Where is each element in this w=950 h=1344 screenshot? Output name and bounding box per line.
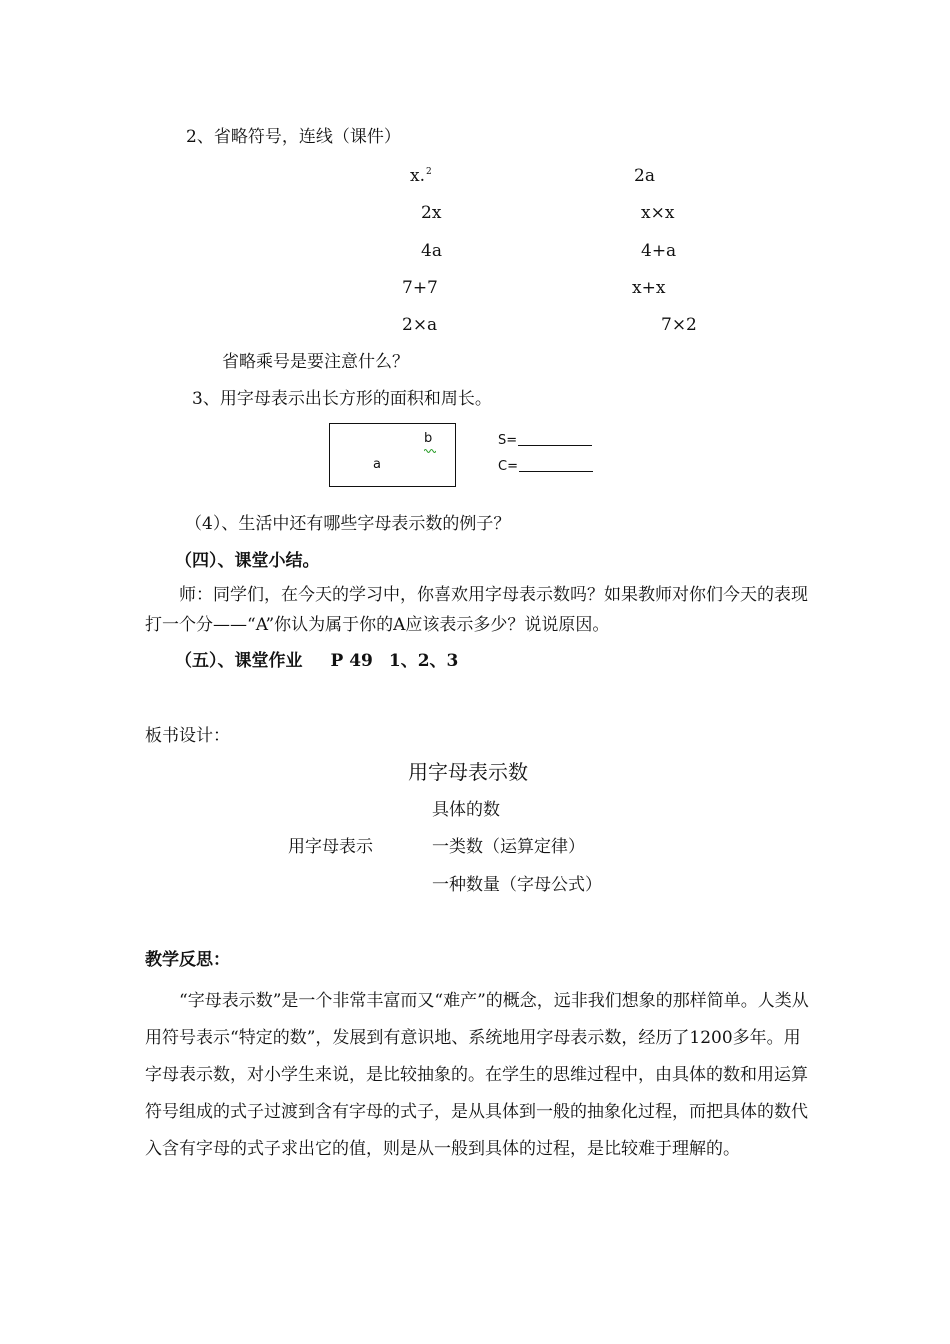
right-item-3: 4+a: [641, 241, 677, 261]
area-blank: [518, 432, 592, 446]
left-item-5: 2×a: [402, 315, 438, 335]
section4-text: （4）、生活中还有哪些字母表示数的例子？: [185, 514, 511, 534]
section3-heading: 3、用字母表示出长方形的面积和周长。: [192, 389, 492, 409]
board-branch-3: 一种数量（字母公式）: [432, 875, 602, 895]
board-branch-1: 具体的数: [432, 800, 500, 820]
board-title: 用字母表示数: [408, 760, 528, 784]
right-item-5: 7×2: [661, 315, 697, 335]
right-item-1: 2a: [634, 166, 655, 186]
section2-question: 省略乘号是要注意什么？: [222, 352, 409, 372]
left-item-1: [410, 166, 432, 186]
perimeter-formula: [498, 458, 593, 475]
perimeter-label: C=: [498, 459, 518, 474]
left-item-3: 4a: [421, 241, 442, 261]
board-branch-2: 一类数（运算定律）: [432, 837, 585, 857]
rect-label-b: b: [424, 431, 433, 446]
reflection-heading: 教学反思：: [145, 950, 230, 970]
left-item-2: 2x: [421, 203, 442, 223]
right-item-2: x×x: [641, 203, 675, 223]
reflection-paragraph: “字母表示数”是一个非常丰富而又“难产”的概念，远非我们想象的那样简单。人类从用符号表示“特定的数”，发展到有意识地、系统地用字母表示数，经历了1200多年。用字母表示数，对小学生来说，是比较抽象的。在学生的思维过程中，由具体的数和用运算符号组成的式子过渡到含有字母的式子，是从具体到一般的抽象化过程，而把具体的数代入含有字母的式子求出它的值，则是从一般到具体的过程，是比较难于理解的。: [145, 991, 809, 1159]
section2-heading: 2、省略符号，连线（课件）: [186, 127, 401, 147]
summary-heading: （四）、课堂小结。: [175, 551, 320, 571]
area-formula: [498, 432, 592, 449]
left-item-1-text: x.: [410, 166, 425, 186]
summary-paragraph: 师：同学们，在今天的学习中，你喜欢用字母表示数吗？如果教师对你们今天的表现打一个分——“A”你认为属于你的A应该表示多少？说说原因。: [145, 585, 808, 635]
homework-line: [175, 651, 458, 671]
superscript-2: 2: [426, 167, 432, 177]
right-item-4: x+x: [632, 278, 666, 298]
spellcheck-squiggle-icon: [424, 448, 436, 454]
left-item-4: 7+7: [402, 278, 438, 298]
homework-page: P 49: [330, 651, 373, 671]
perimeter-blank: [519, 458, 593, 472]
area-label: S=: [498, 433, 518, 448]
homework-heading: （五）、课堂作业: [175, 651, 303, 671]
rect-label-a: a: [373, 457, 381, 472]
homework-items: 1、2、3: [388, 651, 459, 671]
board-left: 用字母表示: [288, 837, 373, 857]
rectangle-diagram: [329, 423, 456, 487]
board-label: 板书设计：: [145, 726, 230, 746]
